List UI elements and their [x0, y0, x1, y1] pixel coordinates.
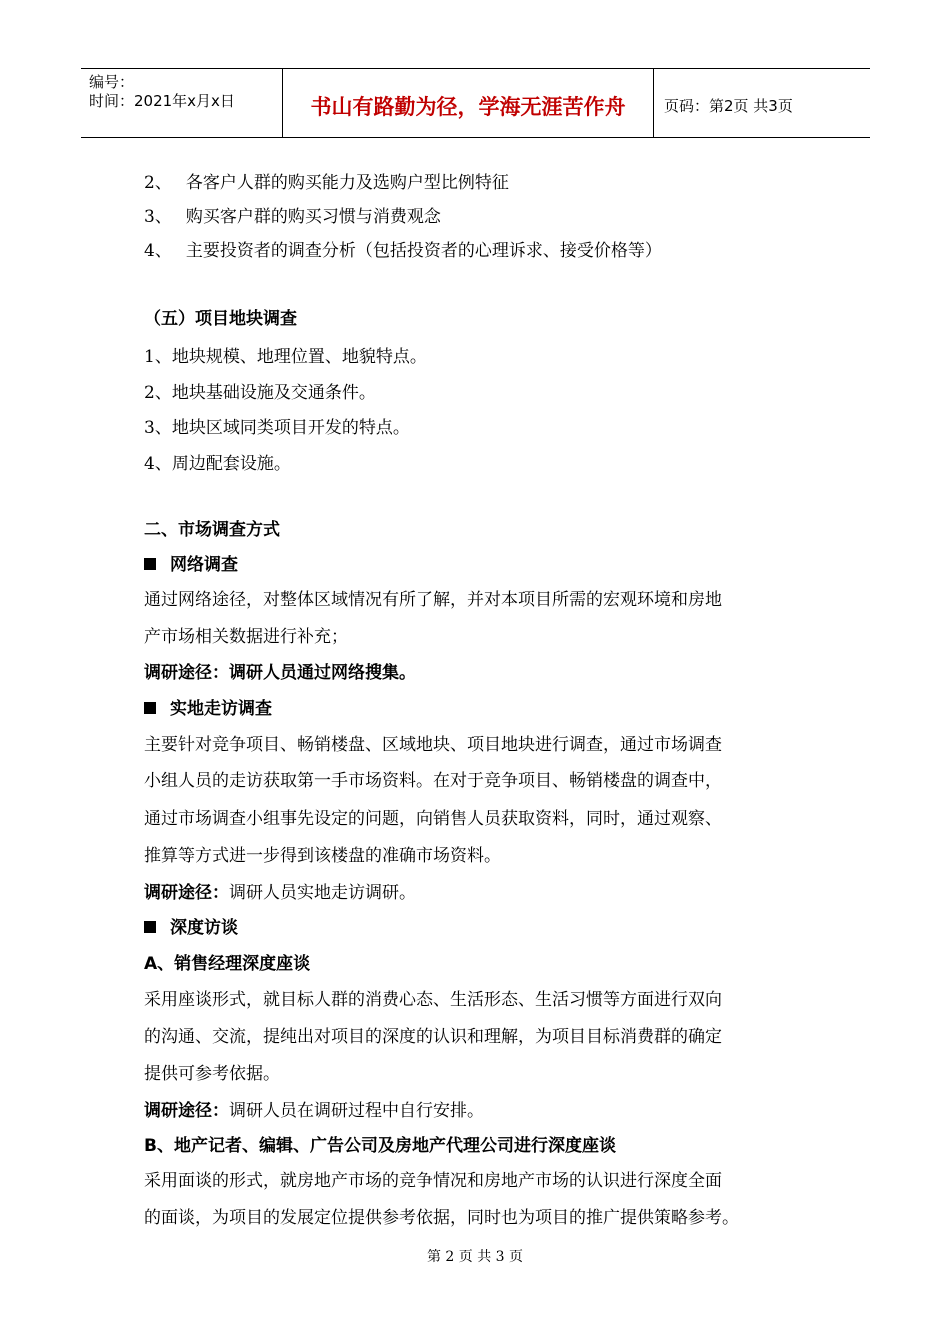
paragraph-line: 推算等方式进一步得到该楼盘的准确市场资料。	[144, 846, 501, 866]
header-meta	[81, 69, 283, 137]
paragraph-line: 通过网络途径，对整体区域情况有所了解，并对本项目所需的宏观环境和房地	[144, 590, 722, 610]
section-title: 二、市场调查方式	[144, 520, 280, 540]
list-number: 4、	[144, 241, 172, 261]
paragraph-line: 通过市场调查小组事先设定的问题，向销售人员获取资料，同时，通过观察、	[144, 809, 722, 829]
paragraph-line: 主要针对竞争项目、畅销楼盘、区域地块、项目地块进行调查，通过市场调查	[144, 735, 722, 755]
list-text: 购买客户群的购买习惯与消费观念	[185, 207, 441, 227]
paragraph-line: 采用座谈形式，就目标人群的消费心态、生活形态、生活习惯等方面进行双向	[144, 990, 722, 1010]
paragraph-line: 小组人员的走访获取第一手市场资料。在对于竞争项目、畅销楼盘的调查中，	[144, 771, 722, 791]
list-text: 主要投资者的调查分析（包括投资者的心理诉求、接受价格等）	[185, 241, 662, 261]
research-route: 调研途径：调研人员实地走访调研。	[144, 883, 416, 903]
list-item: 1、地块规模、地理位置、地貌特点。	[144, 347, 427, 367]
paragraph-line: 的面谈，为项目的发展定位提供参考依据，同时也为项目的推广提供策略参考。	[144, 1208, 739, 1228]
subsection-title: A、销售经理深度座谈	[144, 954, 311, 974]
list-item	[144, 236, 662, 261]
header-motto: 书山有路勤为径，学海无涯苦作舟	[283, 69, 654, 137]
page-header	[81, 68, 870, 138]
list-item	[144, 202, 441, 227]
header-number: 编号：	[89, 73, 135, 91]
list-item: 3、地块区域同类项目开发的特点。	[144, 418, 410, 438]
list-number: 3、	[144, 207, 172, 227]
paragraph-line: 的沟通、交流，提纯出对项目的深度的认识和理解，为项目目标消费群的确定	[144, 1027, 722, 1047]
subsection-title: B、地产记者、编辑、广告公司及房地产代理公司进行深度座谈	[144, 1136, 616, 1156]
header-page-code: 页码：第2页 共3页	[664, 96, 793, 115]
list-text: 各客户人群的购买能力及选购户型比例特征	[185, 173, 509, 193]
page-footer: 第 2 页 共 3 页	[426, 1249, 524, 1265]
square-bullet-icon	[144, 558, 156, 570]
list-item	[144, 168, 509, 193]
research-route: 调研途径：调研人员在调研过程中自行安排。	[144, 1101, 484, 1121]
paragraph-line: 产市场相关数据进行补充；	[144, 627, 348, 647]
paragraph-line: 提供可参考依据。	[144, 1064, 280, 1084]
square-bullet-icon	[144, 921, 156, 933]
list-item: 2、地块基础设施及交通条件。	[144, 383, 376, 403]
section-title: （五）项目地块调查	[144, 309, 297, 329]
subsection-heading: 网络调查	[144, 550, 238, 575]
research-route: 调研途径：调研人员通过网络搜集。	[144, 663, 416, 683]
list-number: 2、	[144, 173, 172, 193]
subsection-heading: 深度访谈	[144, 913, 238, 938]
paragraph-line: 采用面谈的形式，就房地产市场的竞争情况和房地产市场的认识进行深度全面	[144, 1171, 722, 1191]
list-item: 4、周边配套设施。	[144, 454, 291, 474]
subsection-heading: 实地走访调查	[144, 694, 272, 719]
header-time: 时间：2021年x月x日	[89, 92, 235, 110]
square-bullet-icon	[144, 702, 156, 714]
